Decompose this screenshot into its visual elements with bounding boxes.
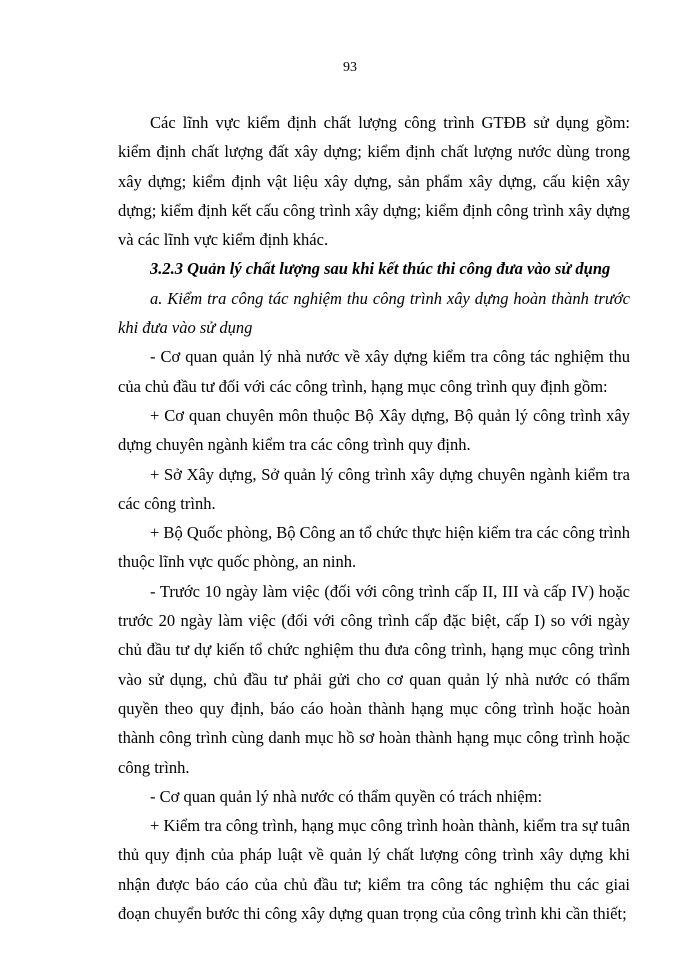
list-item-inspect-works: + Kiểm tra công trình, hạng mục công trình hoàn thành, kiểm tra sự tuân thủ quy định của pháp luật về quản lý chất lượng công trình xây dựng khi nhận được báo cáo của chủ đầu tư; kiểm tra công tác nghiệm thu các giai đoạn chuyển bước thi công xây dựng quan trọng của công trình khi cần thiết;	[118, 816, 630, 924]
document-body	[118, 108, 630, 928]
paragraph-reporting-deadline: - Trước 10 ngày làm việc (đối với công trình cấp II, III và cấp IV) hoặc trước 20 ngày làm việc (đối với công trình cấp đặc biệt, cấp I) so với ngày chủ đầu tư dự kiến tổ chức nghiệm thu đưa công trình, hạng mục công trình vào sử dụng, chủ đầu tư phải gửi cho cơ quan quản lý nhà nước có thẩm quyền theo quy định, báo cáo hoàn thành hạng mục công trình hoặc hoàn thành công trình cùng danh mục hồ sơ hoàn thành hạng mục công trình hoặc công trình.	[118, 581, 630, 777]
paragraph-inspection-fields: Các lĩnh vực kiểm định chất lượng công trình GTĐB sử dụng gồm: kiểm định chất lượng đất xây dựng; kiểm định chất lượng nước dùng trong xây dựng; kiểm định vật liệu xây dựng, sản phẩm xây dựng, cấu kiện xây dựng; kiểm định kết cấu công trình xây dựng; kiểm định công trình xây dựng và các lĩnh vực kiểm định khác.	[118, 113, 630, 250]
section-heading: 3.2.3 Quản lý chất lượng sau khi kết thúc thi công đưa vào sử dụng	[150, 259, 611, 279]
list-item-ministry: + Cơ quan chuyên môn thuộc Bộ Xây dựng, Bộ quản lý công trình xây dựng chuyên ngành kiểm tra các công trình quy định.	[118, 405, 630, 455]
paragraph-state-inspection: - Cơ quan quản lý nhà nước về xây dựng kiểm tra công tác nghiệm thu của chủ đầu tư đối với các công trình, hạng mục công trình quy định gồm:	[118, 347, 630, 396]
list-item-defense: + Bộ Quốc phòng, Bộ Công an tổ chức thực hiện kiểm tra các công trình thuộc lĩnh vực quốc phòng, an ninh.	[118, 523, 630, 572]
list-item-department: + Sở Xây dựng, Sở quản lý công trình xây dựng chuyên ngành kiểm tra các công trình.	[118, 464, 630, 513]
page-number: 93	[343, 60, 357, 75]
paragraph-responsibilities: - Cơ quan quản lý nhà nước có thẩm quyền có trách nhiệm:	[150, 786, 543, 806]
subsection-heading: a. Kiểm tra công tác nghiệm thu công trình xây dựng hoàn thành trước khi đưa vào sử dụng	[118, 288, 630, 338]
